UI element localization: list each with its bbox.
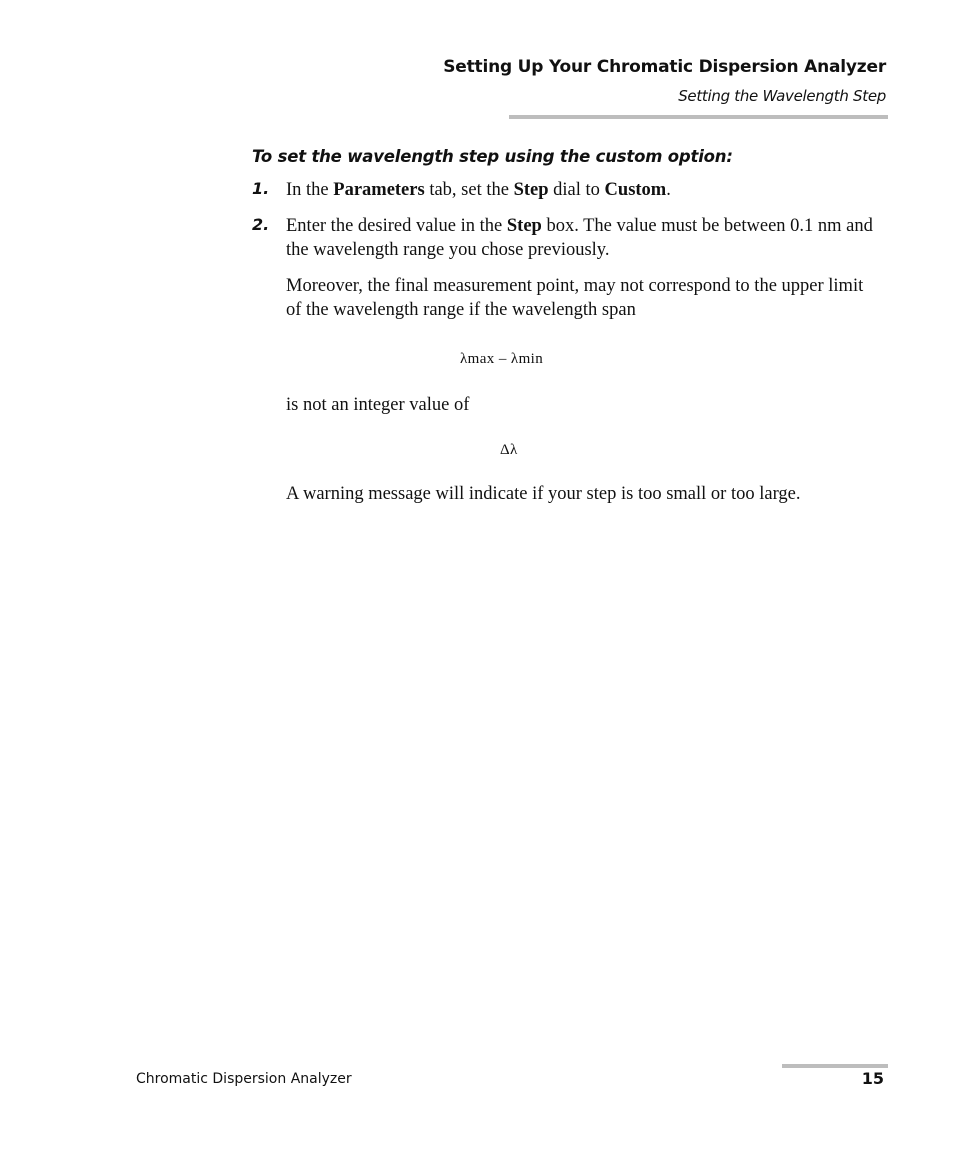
header-rule — [509, 115, 888, 119]
header-subtitle: Setting the Wavelength Step — [678, 87, 886, 105]
header-title: Setting Up Your Chromatic Dispersion Analyzer — [443, 57, 886, 77]
step-2-text: Enter the desired value in the Step box. The value must be between 0.1 nm and the wavelength range you chose previously. — [286, 216, 873, 260]
moreover-paragraph: Moreover, the final measurement point, may not correspond to the upper limit of the wavelength range if the wavelength span — [286, 276, 864, 320]
step-1-number: 1. — [252, 179, 270, 198]
step-term: Step — [513, 180, 549, 200]
custom-term: Custom — [604, 180, 667, 200]
step-2-number: 2. — [252, 215, 270, 234]
not-integer-paragraph: is not an integer value of — [286, 395, 470, 415]
formula-wavelength-step: Δλ — [500, 442, 518, 458]
footer-page-number: 15 — [861, 1069, 884, 1088]
warning-paragraph: A warning message will indicate if your step is too small or too large. — [286, 484, 801, 504]
footer-rule — [782, 1064, 888, 1068]
formula-wavelength-span: λmax – λmin — [460, 351, 544, 367]
procedure-title: To set the wavelength step using the custom option: — [252, 147, 733, 166]
parameters-term: Parameters — [333, 180, 425, 200]
step-box-term: Step — [506, 216, 542, 236]
step-1-text: In the Parameters tab, set the Step dial to Custom. — [286, 180, 671, 200]
footer-product-name: Chromatic Dispersion Analyzer — [136, 1071, 352, 1087]
